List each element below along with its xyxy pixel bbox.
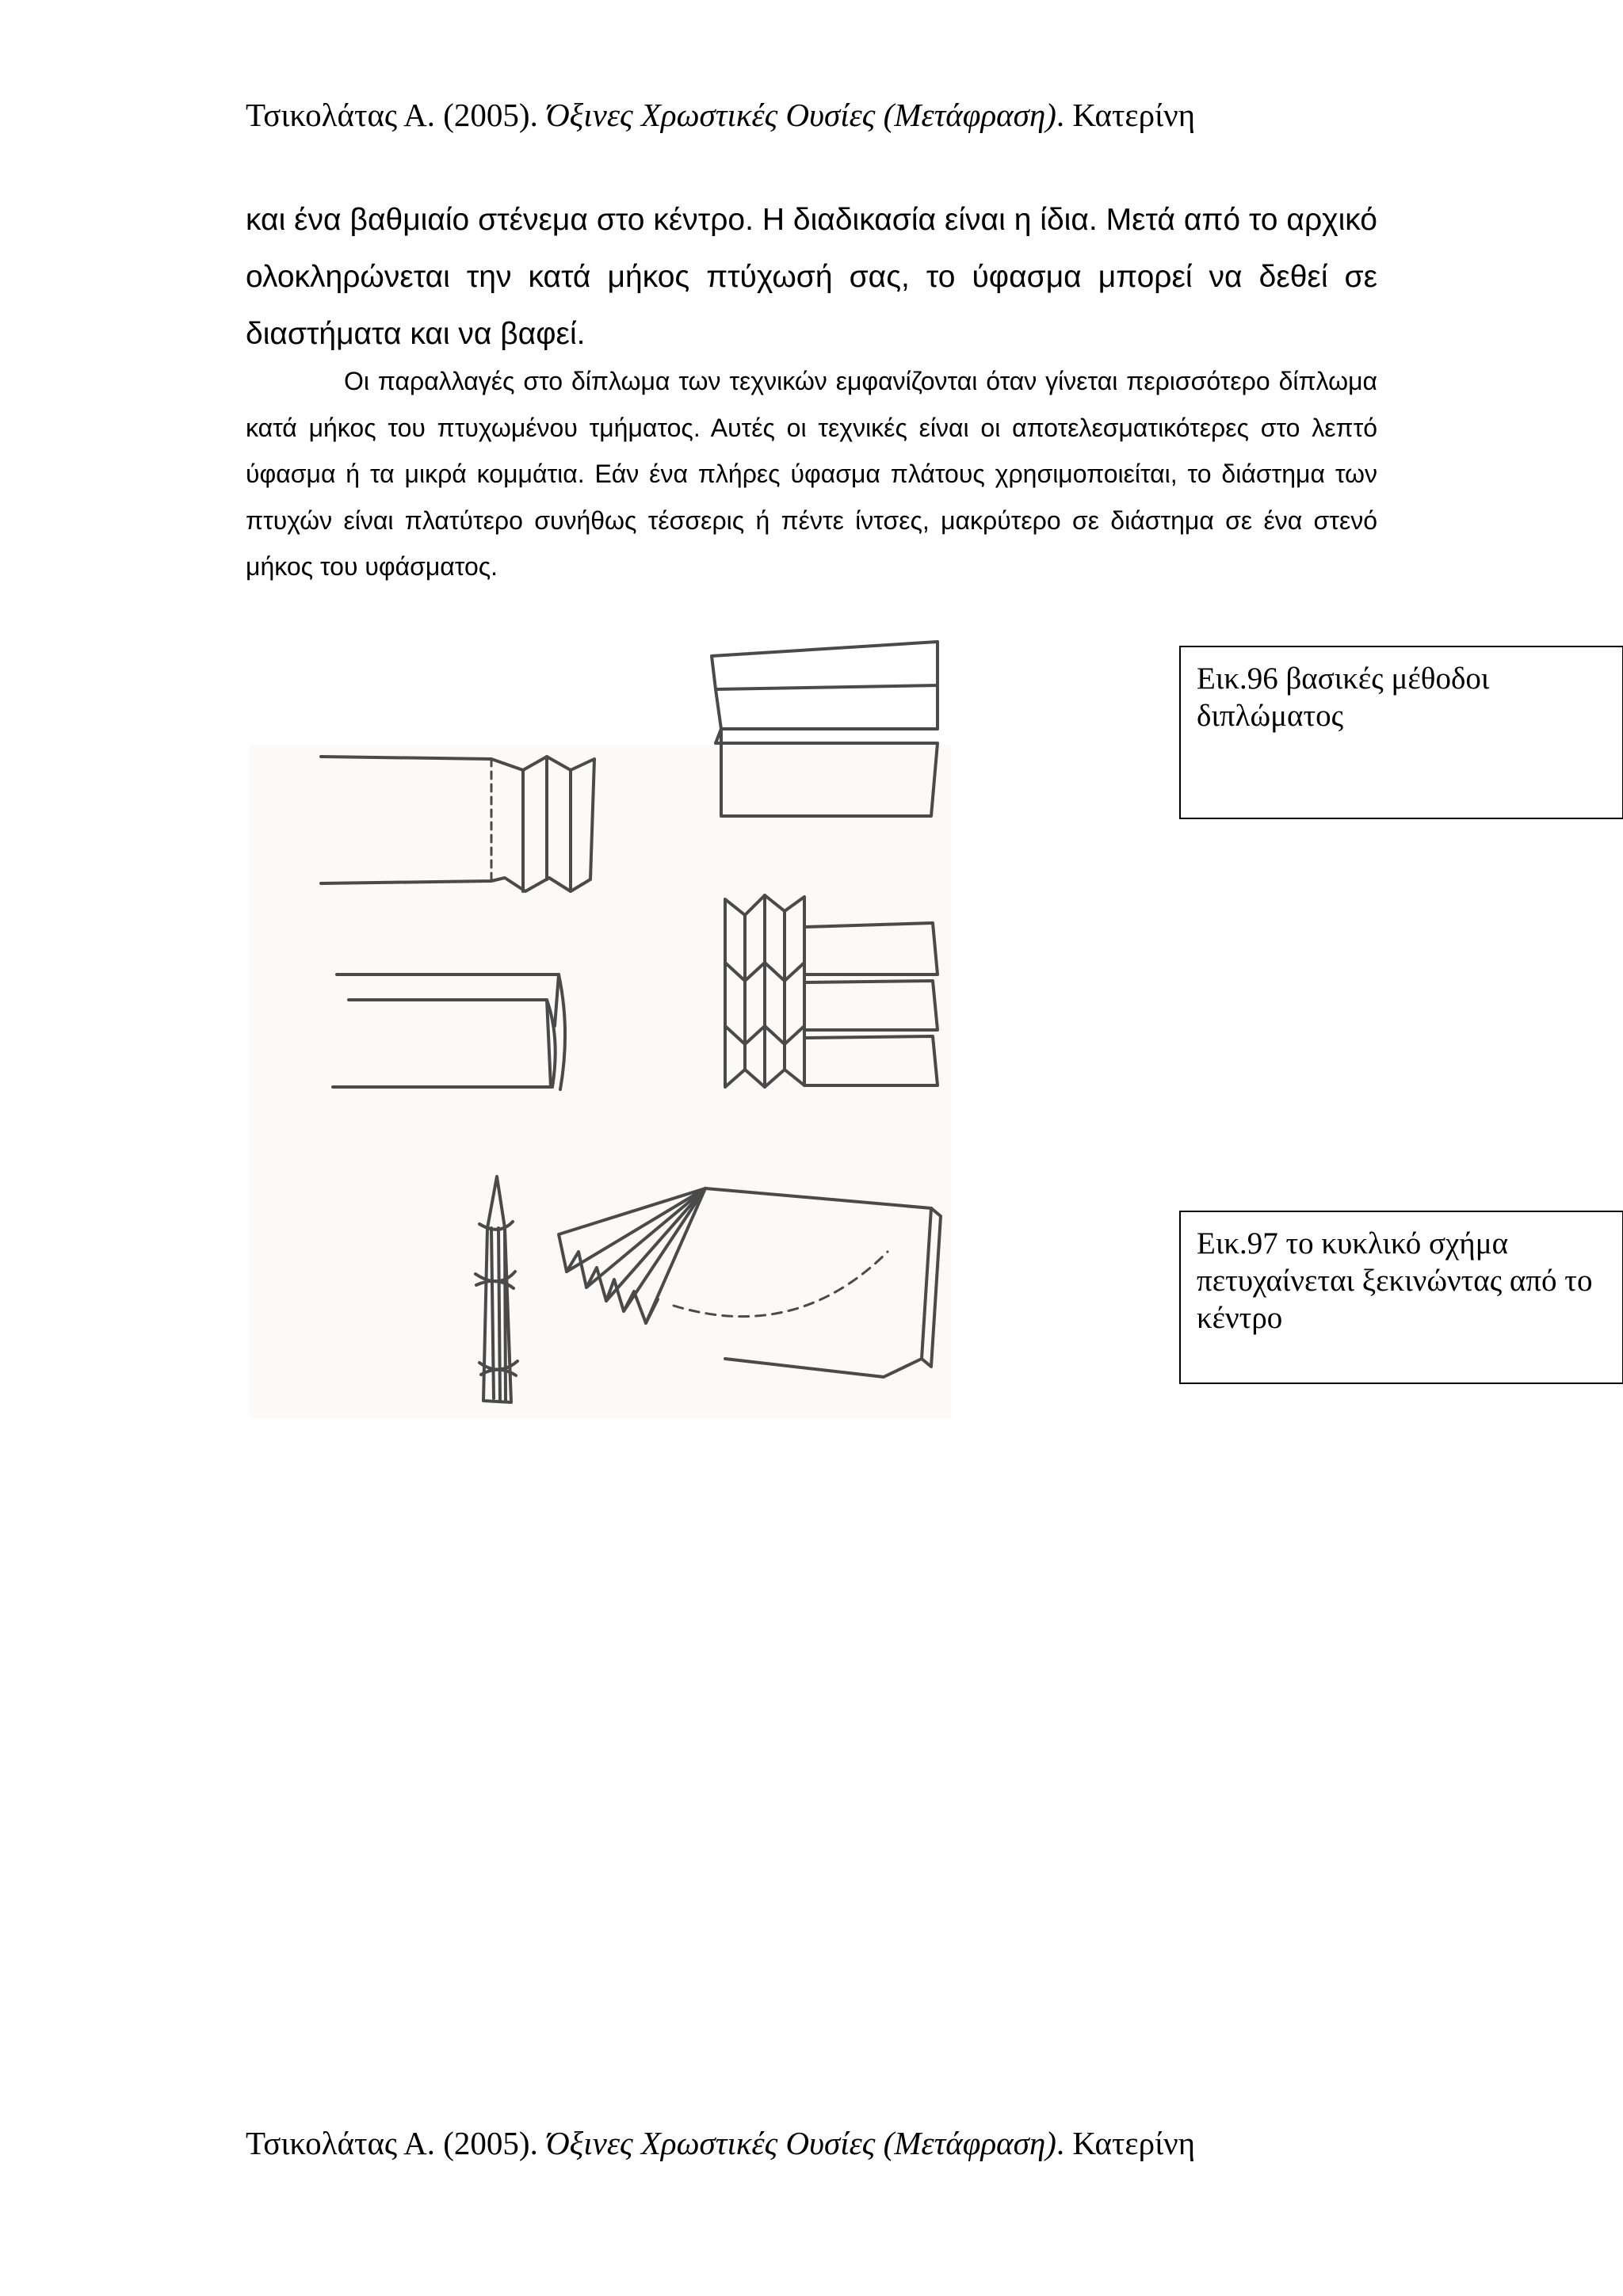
header-citation-author: Τσικολάτας Α. (2005). [246,97,547,133]
body-paragraph-2: Οι παραλλαγές στο δίπλωμα των τεχνικών εμφανίζονται όταν γίνεται περισσότερο δίπλωμα κατά μήκος του πτυχωμένου τμήματος. Αυτές οι τεχνικές είναι οι αποτελεσματικότερες στο λεπτό ύφασμα ή τα μικρά κομμάτια. Εάν ένα πλήρες ύφασμα πλάτους χρησιμοποιείται, το διάστημα των πτυχών είναι πλατύτερο συνήθως τέσσερις ή πέντε ίντσες, μακρύτερο σε διάστημα σε ένα στενό μήκος του υφάσματος. [246,367,1377,581]
body-paragraph-1: και ένα βαθμιαίο στένεμα στο κέντρο. Η διαδικασία είναι η ίδια. Μετά από το αρχικό ολοκληρώνεται την κατά μήκος πτύχωσή σας, το ύφασμα μπορεί να δεθεί σε διαστήματα και να βαφεί. [246,203,1377,351]
page-header-citation [246,95,1195,135]
header-citation-tail: . Κατερίνη [1056,97,1196,133]
folding-drawings [250,626,951,1418]
footer-citation-author: Τσικολάτας Α. (2005). [246,2125,547,2161]
footer-citation-title: Όξινες Χρωστικές Ουσίες (Μετάφραση) [546,2125,1056,2161]
figure-96-caption [1179,646,1623,819]
figure-97-caption-text: Εικ.97 το κυκλικό σχήμα πετυχαίνεται ξεκινώντας από το κέντρο [1197,1226,1593,1335]
folded-strip-drawing [333,974,565,1089]
pleated-strip-drawing [321,757,594,891]
fan-fold-drawing [559,1188,941,1377]
page-footer-citation [246,2123,1195,2163]
figure-97-caption [1179,1211,1623,1384]
figure-96-caption-text: Εικ.96 βασικές μέθοδοι διπλώματος [1197,662,1490,733]
folded-cloth-drawing [712,642,938,816]
header-citation-title: Όξινες Χρωστικές Ουσίες (Μετάφραση) [546,97,1056,133]
pleated-panel-drawing [725,895,938,1087]
folding-methods-illustration [250,626,951,1418]
footer-citation-tail: . Κατερίνη [1056,2125,1196,2161]
bound-roll-drawing [475,1177,517,1402]
